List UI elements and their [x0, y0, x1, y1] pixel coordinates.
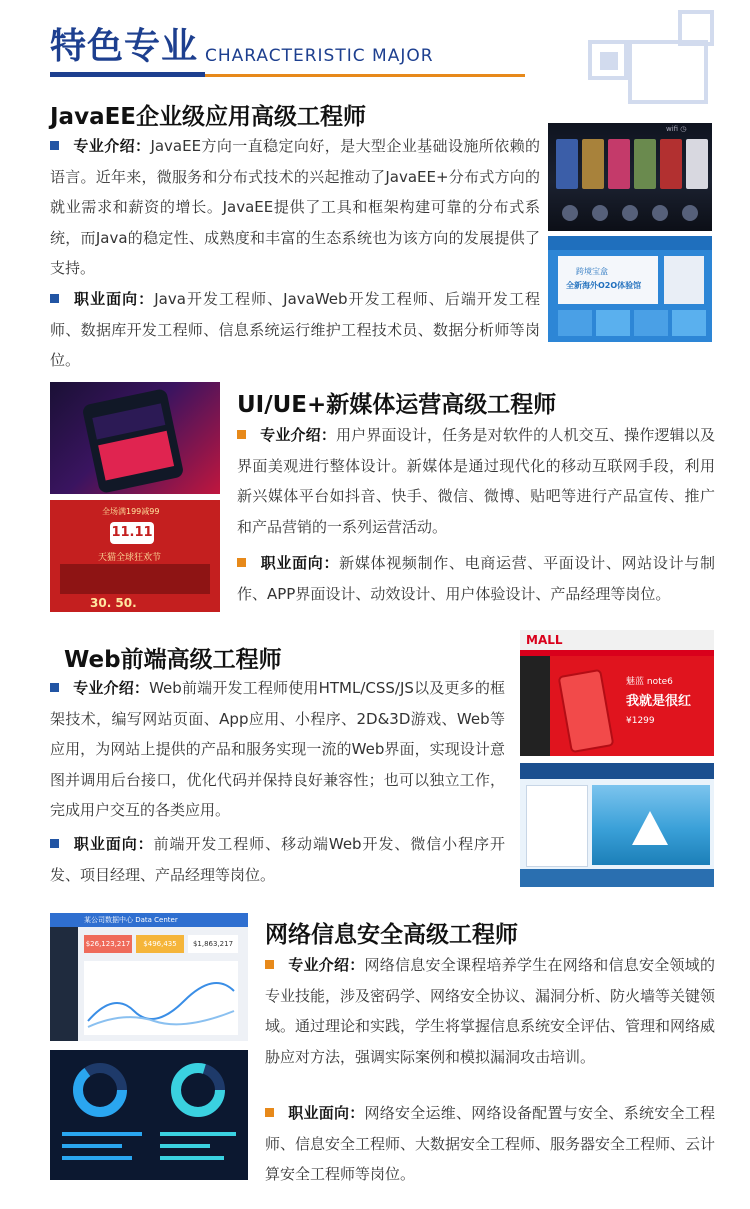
- category-icon: [592, 205, 608, 221]
- web-login-box: [664, 256, 704, 304]
- category-icon: [652, 205, 668, 221]
- travel-banner: [592, 785, 710, 865]
- decor-square: [628, 40, 708, 104]
- travel-footer-strip: [520, 869, 714, 887]
- section-jobs-security: [265, 1098, 715, 1190]
- jobs-text: 网络安全运维、网络设备配置与安全、系统安全工程师、信息安全工程师、大数据安全工程师、服务器安全工程师、云计算安全工程师等岗位。: [265, 1104, 716, 1183]
- jobs-label: 职业面向：: [260, 554, 340, 572]
- section-intro-security: [265, 950, 715, 1072]
- section-intro-web: [50, 673, 505, 826]
- ui-phone-screenshot: [50, 382, 220, 494]
- mall-banner: [550, 656, 714, 756]
- dash-wave-chart: [84, 961, 238, 1035]
- bullet-icon: [50, 141, 59, 150]
- jobs-text: 前端开发工程师、移动端Web开发、微信小程序开发、项目经理、产品经理等岗位。: [50, 835, 505, 884]
- bullet-icon: [50, 294, 59, 303]
- page-subtitle: CHARACTERISTIC MAJOR: [205, 46, 434, 66]
- category-icon: [682, 205, 698, 221]
- phone-product: [558, 669, 615, 753]
- festival-price: 30. 50.: [90, 596, 137, 610]
- web-banner-line: 全新海外O2O体验馆: [566, 281, 642, 290]
- mall-sidebar: [520, 656, 550, 756]
- festival-banner-screenshot: [50, 500, 220, 612]
- section-title-ui: UI/UE+新媒体运营高级工程师: [237, 392, 557, 418]
- jobs-label: 职业面向：: [73, 835, 154, 853]
- web-tile: [634, 310, 668, 336]
- movie-poster: [686, 139, 708, 189]
- mall-price: ¥1299: [626, 716, 655, 726]
- movie-poster: [582, 139, 604, 189]
- bullet-icon: [237, 558, 246, 567]
- movie-poster: [608, 139, 630, 189]
- section-title-javaee: JavaEE企业级应用高级工程师: [50, 104, 367, 130]
- section-jobs-javaee: [50, 284, 540, 376]
- web-banner: [558, 256, 658, 304]
- dash-chart-area: [84, 961, 238, 1035]
- dash-sidebar: [50, 927, 78, 1041]
- phone-screen-card: [98, 431, 174, 481]
- movie-poster: [660, 139, 682, 189]
- intro-label: 专业介绍：: [288, 956, 365, 974]
- web-app-screenshot: [548, 236, 712, 342]
- section-intro-ui: [237, 420, 715, 542]
- jobs-label: 职业面向：: [73, 290, 155, 308]
- mall-logo: MALL: [526, 633, 563, 647]
- dash-stat-card: $1,863,217: [188, 935, 238, 953]
- intro-text: 用户界面设计，任务是对软件的人机交互、操作逻辑以及界面美观进行整体设计。新媒体是通过现代化的移动互联网手段，利用新兴媒体平台如抖音、快手、微信、微博、贴吧等进行产品宣传、推广和产品营销的一系列运营活动。: [237, 426, 715, 536]
- movie-poster: [634, 139, 656, 189]
- festival-top-text: 全场满199减99: [102, 507, 160, 516]
- dashboard-dark-screenshot: [50, 1050, 248, 1180]
- intro-label: 专业介绍：: [260, 426, 336, 444]
- dashboard-light-screenshot: [50, 913, 248, 1041]
- bullet-icon: [50, 683, 59, 692]
- festival-name: 天猫全球狂欢节: [98, 553, 162, 563]
- jobs-text: Java开发工程师、JavaWeb开发工程师、后端开发工程师、数据库开发工程师、信息系统运行维护工程技术员、数据分析师等岗位。: [50, 290, 540, 369]
- bullet-icon: [237, 430, 246, 439]
- jobs-label: 职业面向：: [288, 1104, 365, 1122]
- mall-slogan: 我就是很红: [626, 694, 692, 709]
- web-banner-line: 跨境宝盒: [576, 267, 608, 276]
- section-title-web: Web前端高级工程师: [64, 647, 282, 673]
- sailboat-icon: [632, 811, 668, 845]
- travel-site-screenshot: [520, 763, 714, 887]
- section-title-security: 网络信息安全高级工程师: [265, 922, 518, 948]
- travel-nav-bar: [520, 763, 714, 779]
- section-jobs-ui: [237, 548, 715, 609]
- decor-square-solid: [600, 52, 618, 70]
- dash-dark-charts: [50, 1050, 248, 1180]
- bullet-icon: [265, 1108, 274, 1117]
- intro-text: Web前端开发工程师使用HTML/CSS/JS以及更多的框架技术，编写网站页面、App应用、小程序、2D&3D游戏、Web等应用，为网站上提供的产品和服务实现一流的Web界面，实现设计意图并调用后台接口，优化代码并保持良好兼容性；也可以独立工作，完成用户交互的各类应用。: [50, 679, 505, 819]
- web-tile: [558, 310, 592, 336]
- dash-stat-card: $26,123,217: [84, 935, 132, 953]
- festival-stage: [60, 564, 210, 594]
- bullet-icon: [265, 960, 274, 969]
- category-icon: [562, 205, 578, 221]
- intro-label: 专业介绍：: [73, 679, 150, 697]
- title-underline-blue: [50, 72, 205, 77]
- tv-app-screenshot: [548, 123, 712, 231]
- web-tile: [596, 310, 630, 336]
- dash-title: 某公司数据中心 Data Center: [84, 916, 178, 924]
- web-nav-bar: [548, 236, 712, 250]
- decor-square: [678, 10, 714, 46]
- phone-mockup: [82, 388, 185, 494]
- section-jobs-web: [50, 829, 505, 890]
- bullet-icon: [50, 839, 59, 848]
- dash-stat-card: $496,435: [136, 935, 184, 953]
- tv-status-bar: wifi ◷: [666, 125, 687, 133]
- intro-label: 专业介绍：: [73, 137, 151, 155]
- category-icon: [622, 205, 638, 221]
- jobs-text: 新媒体视频制作、电商运营、平面设计、网站设计与制作、APP界面设计、动效设计、用户体验设计、产品经理等岗位。: [237, 554, 715, 603]
- movie-poster: [556, 139, 578, 189]
- travel-search-form: [526, 785, 588, 867]
- mall-product-name: 魅蓝 note6: [626, 677, 673, 687]
- title-underline-orange: [205, 74, 525, 77]
- web-tile: [672, 310, 706, 336]
- section-intro-javaee: [50, 131, 540, 284]
- intro-text: 网络信息安全课程培养学生在网络和信息安全领域的专业技能，涉及密码学、网络安全协议、漏洞分析、防火墙等关键领域。通过理论和实践，学生将掌握信息系统安全评估、管理和网络威胁应对方法，强调实际案例和模拟漏洞攻击培训。: [265, 956, 716, 1066]
- intro-text: JavaEE方向一直稳定向好，是大型企业基础设施所依赖的语言。近年来，微服务和分布式技术的兴起推动了JavaEE+分布式方向的就业需求和薪资的增长。JavaEE提供了工具和框架构建可靠的分布式系统，而Java的稳定性、成熟度和丰富的生态系统也为该方向的发展提供了支持。: [50, 137, 540, 277]
- mall-site-screenshot: [520, 630, 714, 756]
- dash-header: [50, 913, 248, 927]
- festival-date: 11.11: [110, 522, 154, 544]
- page-title: 特色专业: [50, 26, 199, 67]
